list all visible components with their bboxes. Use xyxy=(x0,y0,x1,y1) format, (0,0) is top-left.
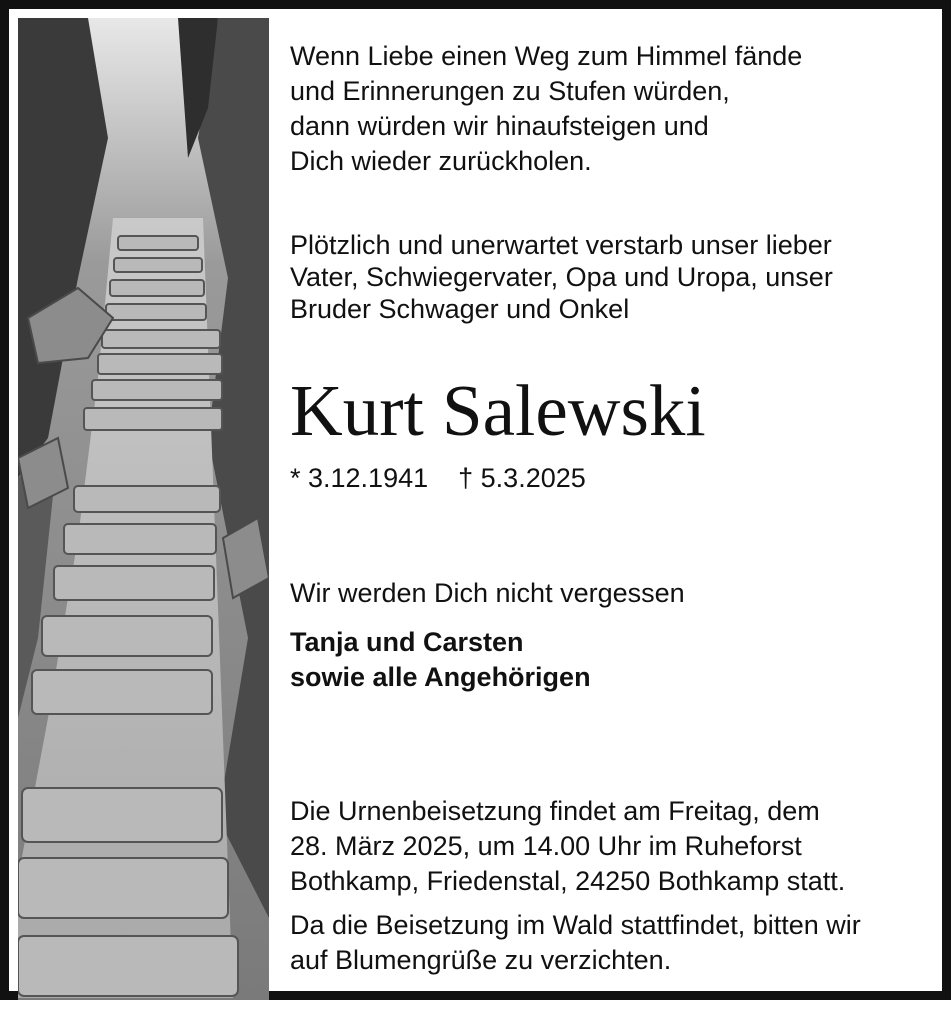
mourners-line: Tanja und Carsten xyxy=(290,627,524,657)
burial-line: Die Urnenbeisetzung findet am Freitag, dem xyxy=(290,796,820,826)
flowers-line: auf Blumengrüße zu verzichten. xyxy=(290,945,672,975)
life-dates xyxy=(290,461,932,495)
stone-stairs-photo xyxy=(18,18,269,1000)
poem-line: dann würden wir hinaufsteigen und xyxy=(290,111,709,141)
announcement-line: Vater, Schwiegervater, Opa und Uropa, unser xyxy=(290,262,833,292)
flowers-line: Da die Beisetzung im Wald stattfindet, bitten wir xyxy=(290,910,861,940)
poem-line: und Erinnerungen zu Stufen würden, xyxy=(290,76,730,106)
poem-line: Dich wieder zurückholen. xyxy=(290,146,592,176)
deceased-name: Kurt Salewski xyxy=(290,370,706,451)
obituary-text xyxy=(290,9,932,1009)
death-date: † 5.3.2025 xyxy=(458,463,586,493)
burial-line: 28. März 2025, um 14.00 Uhr im Ruheforst xyxy=(290,831,802,861)
burial-info xyxy=(290,794,932,899)
announcement-line: Plötzlich und unerwartet verstarb unser lieber xyxy=(290,230,832,260)
burial-line: Bothkamp, Friedenstal, 24250 Bothkamp statt. xyxy=(290,866,846,896)
announcement-line: Bruder Schwager und Onkel xyxy=(290,294,630,324)
mourners xyxy=(290,625,932,695)
poem xyxy=(290,39,932,179)
death-announcement xyxy=(290,229,932,325)
mourners-line: sowie alle Angehörigen xyxy=(290,662,591,692)
remembrance-line: Wir werden Dich nicht vergessen xyxy=(290,578,685,608)
birth-date: * 3.12.1941 xyxy=(290,463,429,493)
stairs-illustration xyxy=(18,18,269,1000)
poem-line: Wenn Liebe einen Weg zum Himmel fände xyxy=(290,41,803,71)
flowers-request xyxy=(290,908,932,978)
